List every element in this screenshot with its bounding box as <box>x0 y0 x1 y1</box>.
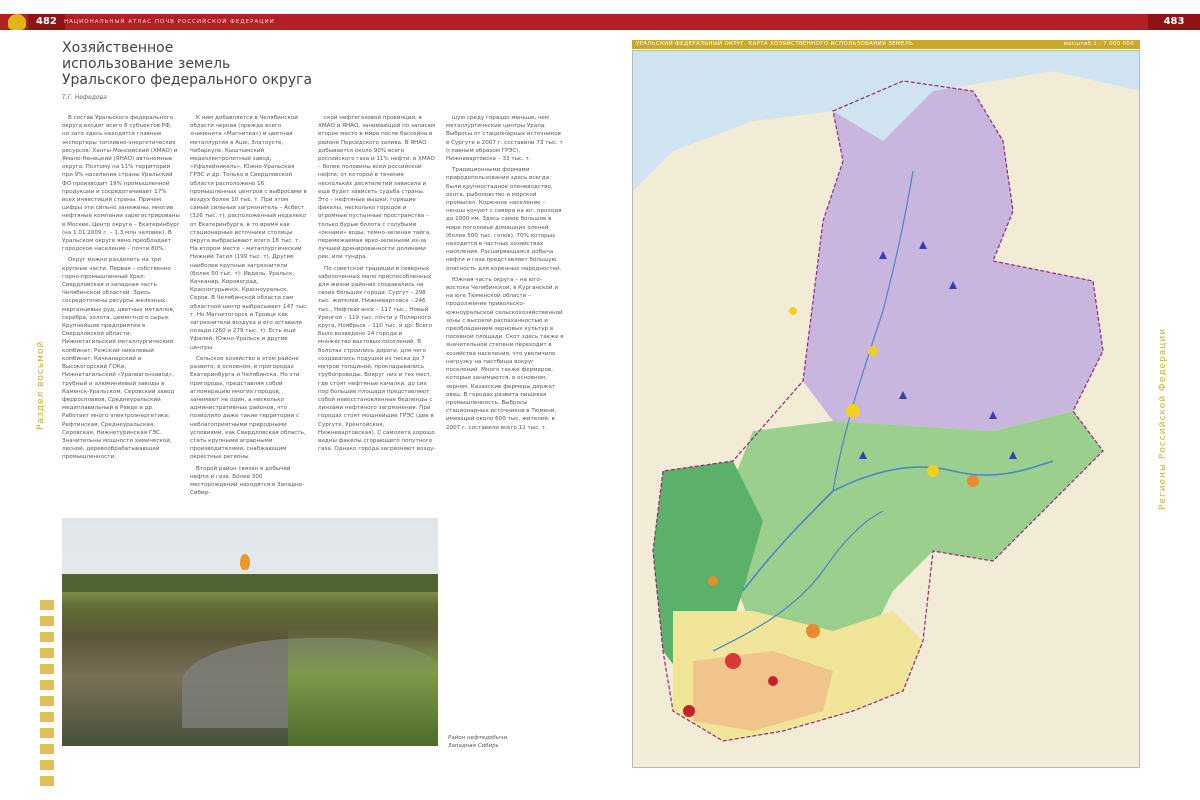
industrial-center-icon <box>927 465 939 477</box>
grass <box>288 626 438 746</box>
section-label: Раздел восьмой <box>36 340 46 430</box>
paragraph: Традиционными формами природопользования здесь всегда были крупностадное оленеводство, охота, рыболовство и морской промысел. Коренное население – ненцы кочуют с севера на юг, проходя до 1000 км. Здесь самое большое в мире поголовье домашних оленей (более 500 тыс. голов), 70% которых находится в частных хозяйствах населения. Расширяющаяся добыча нефти и газа представляет большую опасность для коренных народностей. <box>446 167 562 272</box>
industrial-center-icon <box>683 705 695 717</box>
paragraph: Южная часть округа – на юго-востоке Челябинской, в Курганской и на юге Тюменской области – продолжение привольско-южноуральской сельскохозяйственной зоны с высокой распаханностью и преобладанием зерновых культур в посевной площади. Скот здесь также в значительной степени переходит в хозяйства населения, что увеличило нагрузку на пастбища вокруг поселений. Много также фермеров, которые занимаются, в основном, зерном. Казахские фермеры держат овец. В городах развита пищевая промышленность. Выбросы стационарных источников в Тюмени, имеющей около 600 тыс. жителей, в 2007 г. составили всего 12 тыс. т. <box>446 276 564 431</box>
right-page-number: 483 <box>1148 14 1200 30</box>
series-title: НАЦИОНАЛЬНЫЙ АТЛАС ПОЧВ РОССИЙСКОЙ ФЕДЕРАЦИИ <box>64 19 275 25</box>
map-title: УРАЛЬСКИЙ ФЕДЕРАЛЬНЫЙ ОКРУГ. КАРТА ХОЗЯЙСТВЕННОГО ИСПОЛЬЗОВАНИЯ ЗЕМЕЛЬ <box>636 41 914 47</box>
right-page-header-bar <box>600 14 1200 30</box>
caption-line: Район нефтедобычи. <box>448 735 509 741</box>
industrial-center-icon <box>708 576 718 586</box>
photo-caption <box>448 734 538 750</box>
industrial-center-icon <box>868 346 878 356</box>
decorative-stripe <box>40 600 54 790</box>
map-scale: масштаб 1 : 7 000 000 <box>1063 41 1134 47</box>
tree-line <box>62 574 438 592</box>
land-use-map <box>632 50 1140 768</box>
region-label: Регионы Российской Федерации <box>1158 327 1168 510</box>
paragraph: шую среду гораздо меньше, чем металлургические центры Урала. Выбросы от стационарных источников в Сургуте в 2007 г. составили 73 тыс. т (главным образом ГРЭС), Нижневартовске – 33 тыс. т. <box>446 115 563 163</box>
caption-line: Западная Сибирь <box>448 743 499 749</box>
industrial-center-icon <box>789 307 797 315</box>
article-author: Т.Г. Нефедова <box>62 94 107 101</box>
industrial-center-icon <box>806 624 820 638</box>
paragraph: Второй район связан в добычей нефти и газа. Более 300 месторождений находятся в Западно-Сибир- <box>190 465 305 497</box>
paragraph: Сельское хозяйство в этом районе развито, в основном, в пригородах Екатеринбурга и Челябинска. Но эти пригороды, представляя собой агломерацию многих городов, занимают не один, а несколько административных районов, что позволило даже такие территории с неблагоприятными природными условиями, как Свердловская область, стать крупными аграрными производителями, снабжающим окрестные регионы. <box>190 355 306 461</box>
industrial-center-icon <box>967 475 979 487</box>
industrial-center-icon <box>768 676 778 686</box>
gas-flare-icon <box>240 554 250 570</box>
title-line: Уральского федерального округа <box>62 72 313 88</box>
paragraph: В состав Уральского федерального округа входят всего 6 субъектов РФ, но зато здесь находятся главные экспортеры топливно-энергетических ресурсов: Ханты-Мансийский (ХМАО) и Ямало-Ненецкий (ЯНАО) автономные округа. Позтому на 11% территории при 9% населения страны Уральский ФО производит 19% промышленной продукции и сосредотачивает 17% всех инвестиций страны. Причем цифры эти сильно занижены, многие нефтяные компании зарегистрированы в Москве. Центр округа – Екатеринбург (на 1.01.2009 г. – 1,3 млн человек). В Уральском округе явно преобладает городское население – почти 80%. <box>62 115 180 253</box>
paragraph: К ним добавляется в Челябинской области черная (прежде всего знаменита «Магнитка») и цветная металлургия в Аше, Златоусте, Чебаркуле, Кыштымский медеэлектролитный завод, «Уфалейникель», Южно-Уральская ГРЭС и др. Только в Свердловской области расположено 16 промышленных центров с выбросами в воздух более 10 тыс. т. При этом самый сильный загрязнитель – Асбест (326 тыс. т), расположенный недалеко от Екатеринбурга, в то время как стационарные источники столицы округа выбрасывают всего 18 тыс. т. На втором месте – металлургический Нижний Тагил (199 тыс. т). Другие наиболее крупные загрязнители (более 50 тыс. т): Ивдель, Уральск, Качканар, Кировоград, Краснотурьинск, Красноуральск, Серов. В Челябинской области сам областной центр выбрасывает 147 тыс. т. Но Магнитогорск и Троицк как загрязнители воздуха и его оставили позади (260 и 279 тыс. т). Есть еще Уфалей, Южно-Уральск и другие центры. <box>190 115 309 351</box>
paragraph: По советской традиции в северных заболоченных мало приспособленных для жизни районах создавались на своих больших города: Сургут – 298 тыс. жителей, Нижневартовск – 246 тыс., Нефтеюганск – 117 тыс., Новый Уренгой – 119 тыс. почти у Полярного круга, Ноябрьск – 110 тыс. и др. Всего было возведено 24 города и множество вахтовых поселений. В болотах строились дороги, для чего создавались подушки из песка до 7 метров толщиной, прокладывались трубопроводы. Вокруг них и тех мест, где стоят нефтяные качалки, до сих пор большие площади представляют собой невосстановленные бедленды с линзами нефтяного загрязнения. При городах стоят мощнейшие ГРЭС (две в Сургуте, Уренгойская, Нижневартовская). С самолета хорошо видны факелы сгорающего попутного газа. Однако города загрязняют возду- <box>318 265 436 453</box>
industrial-center-icon <box>846 404 860 418</box>
text-column-4 <box>446 114 564 435</box>
paragraph: Округ можно разделить на три крупные части. Первая – собственно горно-промышленный Урал: Свердловская и западная часть Челябинской областей. Здесь сосредоточены ресурсы железных, марганцевых руд, цветных металлов, серебра, золота, цементного сырья. Крупнейшие предприятия в Свердловской области: Нижнетагильский металлургический комбинат, Режский никелевый комбинат, Качканарский и Высокогорский ГОКи, Нижнетагильский «Уралвагонзавод», трубный и алюминиевый заводы в Каменск-Уральском, Серовский завод ферросплавов, Среднеуральский медеплавильный в Ревде и др. Работает много электроэнергетика: Рефтинская, Среднеуральская, Серовская, Нижнетуринская ГЭС. Значительны мощности химической, лесной, деревообрабатывающей промышленности. <box>62 257 175 461</box>
text-column-3 <box>318 114 436 456</box>
article-title <box>62 40 322 88</box>
map-header <box>632 40 1140 49</box>
oil-field-photo <box>62 518 438 746</box>
title-line: Хозяйственное <box>62 40 174 56</box>
atlas-emblem-icon <box>8 14 26 30</box>
title-line: использование земель <box>62 56 231 72</box>
industrial-center-icon <box>725 653 741 669</box>
left-page-number: 482 <box>28 14 65 30</box>
text-column-1 <box>62 114 180 465</box>
map-svg <box>633 51 1140 768</box>
paragraph: ской нефтегазовой провинции, в ХМАО и ЯНАО, занимающей по запасам второе место в мире после бассейна в районе Персидского залива. В ЯНАО добывается около 90% всего российского газа и 11% нефти, в ХМАО – более половины всей российской нефти, от которой в течение нескольких десятилетий зависела и еще будет зависеть судьба страны. Это – нефтяные вышки, горящие факелы, несколько городов и огромные пустынные пространства – только бурые болота с голубыми «окнами» воды, темно-зеленая тайга, перемежаемая ярко-зелеными из-за лучшей дренированности долинами рек, или тундра. <box>318 115 436 261</box>
text-column-2 <box>190 114 308 500</box>
